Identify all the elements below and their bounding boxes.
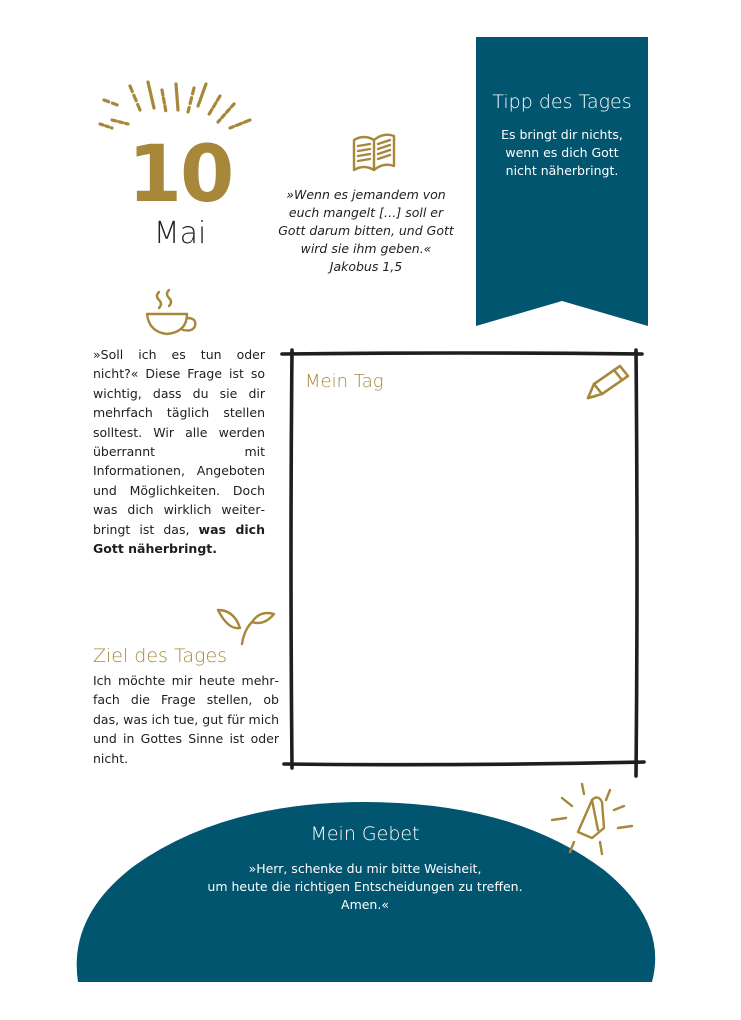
goal-text: Ich möchte mir heute mehrfach die Frage stellen, ob das, was ich tue, gut für mich und in Gottes Sinne ist oder nicht.: [93, 673, 279, 766]
intro-text: »Soll ich es tun oder nicht?« Diese Frage ist so wichtig, dass du sie dir mehrfach täglich stellen solltest. Wir alle werden überrannt mit Informationen, Angeboten und Möglichkeiten. Doch was dich wirklich weiterbringt ist das,: [93, 347, 265, 537]
verse-line: wird sie ihm geben.«: [300, 241, 432, 256]
tip-line: nicht näherbringt.: [505, 163, 619, 178]
prayer-line: Amen.«: [341, 897, 389, 912]
verse-reference: Jakobus 1,5: [329, 259, 403, 274]
my-day-title: Mein Tag: [305, 371, 384, 392]
verse-line: »Wenn es jemandem von: [286, 187, 446, 202]
goal-title: Ziel des Tages: [93, 645, 228, 667]
tip-line: Es bringt dir nichts,: [501, 127, 623, 142]
pencil-icon: [582, 360, 632, 404]
cup-icon: [143, 288, 201, 340]
verse-line: Gott darum bitten, und Gott: [278, 223, 454, 238]
book-icon: [350, 130, 398, 176]
prayer-line: »Herr, schenke du mir bitte Weisheit,: [248, 861, 482, 876]
prayer-text: [74, 860, 656, 914]
bible-verse: [268, 186, 464, 276]
tip-ribbon: [476, 37, 648, 327]
tip-text: [486, 126, 638, 180]
prayer-title: Mein Gebet: [310, 823, 420, 845]
sprout-icon: [212, 606, 278, 646]
month-label: Mai: [153, 216, 207, 251]
tip-title: Tipp des Tages: [492, 91, 632, 113]
intro-emphasis: was dich Gott näherbringt.: [93, 521, 265, 557]
intro-paragraph: [93, 345, 265, 558]
tip-line: wenn es dich Gott: [505, 145, 619, 160]
prayer-line: um heute die richtigen Entscheidungen zu treffen.: [207, 879, 523, 894]
verse-line: euch mangelt […] soll er: [288, 205, 444, 220]
day-number: 10: [127, 130, 233, 220]
my-day-frame: [280, 348, 650, 778]
